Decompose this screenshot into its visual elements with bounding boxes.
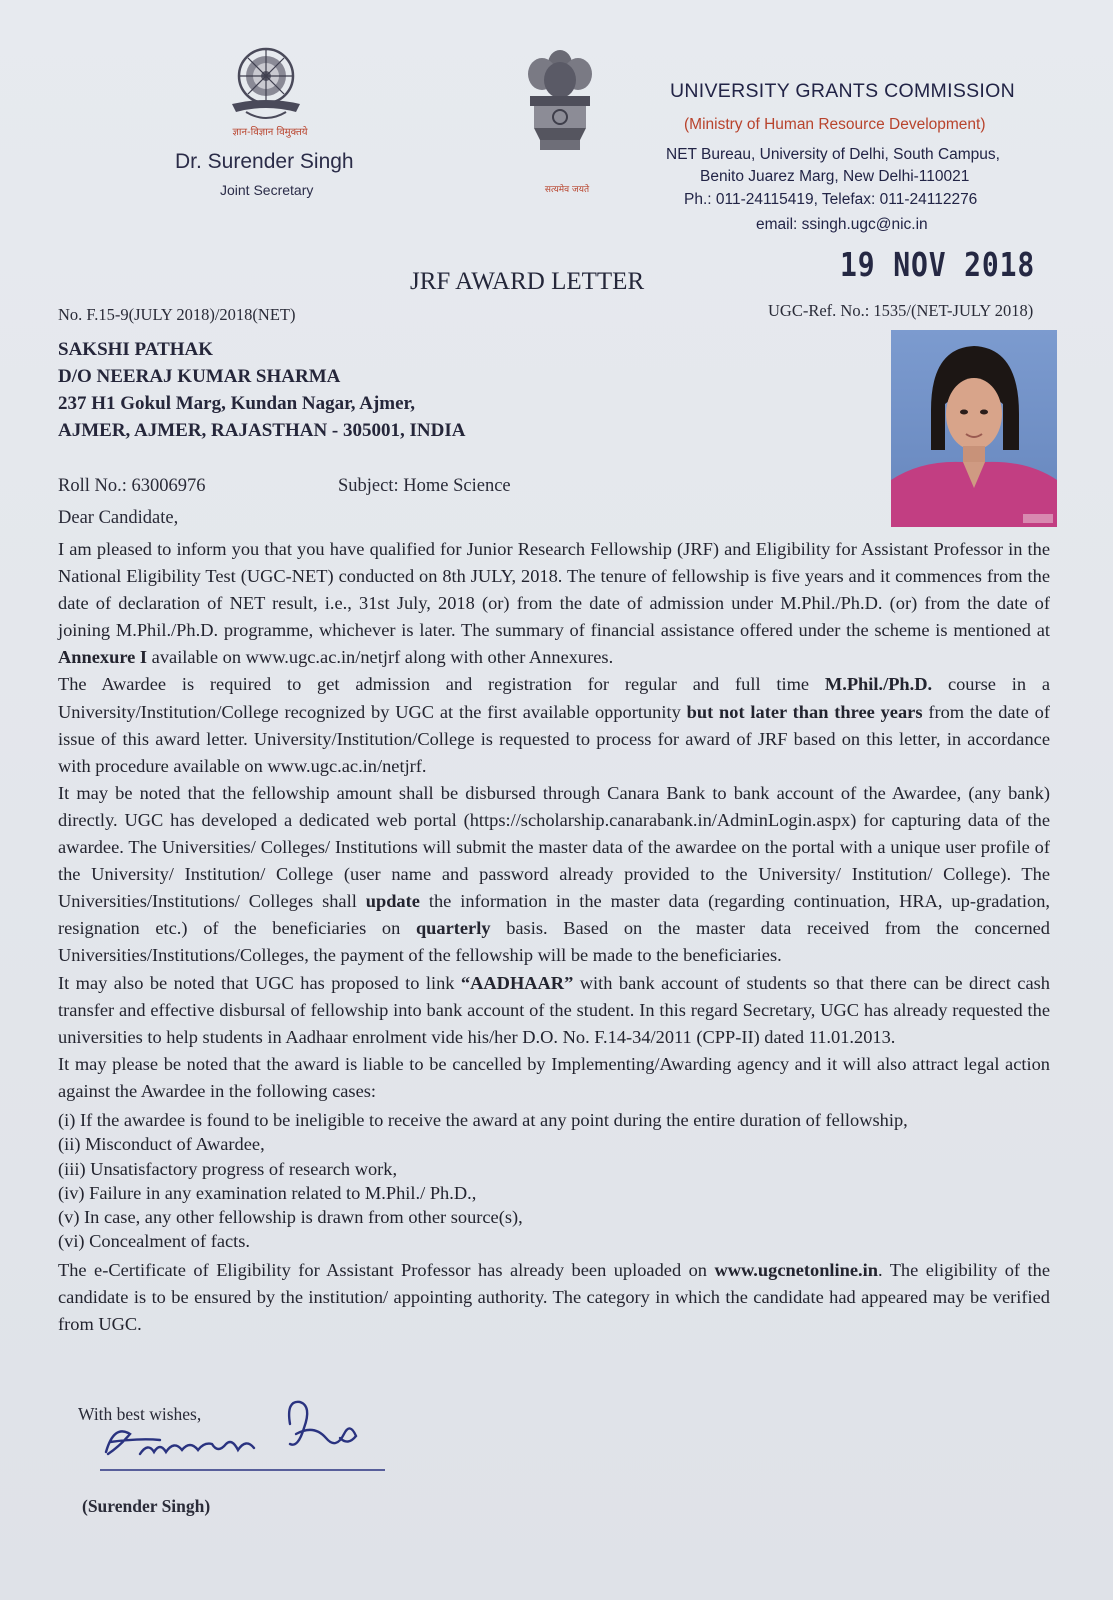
p3-text-mid: the information in the master data (regarding continuation, HRA, up-gradation, resignation etc.) of the beneficiaries on: [58, 891, 1050, 939]
p2-text-mid: course in a University/Institution/College recognized by UGC at the first available opportunity: [58, 674, 1050, 722]
paragraph-qualification: [58, 536, 1050, 671]
letter-body: [58, 536, 1050, 1338]
paragraph-disbursal: [58, 780, 1050, 970]
reference-number: No. F.15-9(JULY 2018)/2018(NET): [58, 305, 296, 324]
aadhaar-emphasis: “AADHAAR”: [460, 972, 574, 993]
letter-title: JRF AWARD LETTER: [410, 268, 645, 295]
organization-name: UNIVERSITY GRANTS COMMISSION: [670, 80, 1015, 102]
roll-number: Roll No.: 63006976: [58, 476, 206, 496]
candidate-address-line1: 237 H1 Gokul Marg, Kundan Nagar, Ajmer,: [58, 393, 415, 414]
official-title: Joint Secretary: [220, 182, 314, 198]
paragraph-cancellation: It may please be noted that the award is liable to be cancelled by Implementing/Awarding agency and it will also attract legal action against the Awardee in the following cases:: [58, 1053, 1050, 1101]
case-item: (iv) Failure in any examination related to M.Phil./ Ph.D.,: [58, 1182, 477, 1203]
salutation: Dear Candidate,: [58, 508, 179, 528]
annexure-emphasis: Annexure I: [58, 647, 148, 668]
p3-text-end: basis. Based on the master data received from the concerned Universities/Institutions/Colleges, the payment of the fellowship will be made to the beneficiaries.: [58, 918, 1051, 966]
paragraph-admission: [58, 671, 1050, 779]
candidate-address-block: [58, 336, 465, 444]
office-address-line2: Benito Juarez Marg, New Delhi-110021: [700, 168, 970, 185]
p1-text-end: available on www.ugc.ac.in/netjrf along with other Annexures.: [147, 647, 614, 668]
p6-text: The e-Certificate of Eligibility for Assistant Professor has already been uploaded on: [58, 1259, 715, 1280]
p2-text: The Awardee is required to get admission and registration for regular and full time: [58, 674, 825, 695]
handwritten-signature: [100, 1394, 390, 1474]
case-item: (v) In case, any other fellowship is drawn from other source(s),: [58, 1207, 523, 1228]
deadline-emphasis: but not later than three years: [686, 701, 923, 722]
hindi-motto-center: सत्यमेव जयते: [544, 185, 590, 195]
course-emphasis: M.Phil./Ph.D.: [824, 674, 933, 695]
p3-text: It may be noted that the fellowship amount shall be disbursed through Canara Bank to bank account of the Awardee, (any bank) directly. UGC has developed a dedicated web portal (https://scholarship.canarabank.in/AdminLogin.aspx) for capturing data of the awardee. The Universities/ Colleges/ Institutions will submit the master data of the awardee on the portal with a unique user profile of the University/ Institution/ College (user name and password already provided to the University/ Institution/ College). The Universities/Institutions/ Colleges shall: [58, 782, 1050, 912]
case-item: (i) If the awardee is found to be ineligible to receive the award at any point during the entire duration of fellowship,: [58, 1109, 908, 1130]
hindi-motto-left: ज्ञान-विज्ञान विमुक्तये: [232, 127, 308, 138]
office-address-line1: NET Bureau, University of Delhi, South Campus,: [666, 146, 1000, 163]
p4-text: It may also be noted that UGC has proposed to link: [58, 972, 461, 993]
national-emblem-icon: [520, 44, 600, 174]
ministry-name: (Ministry of Human Resource Development): [684, 116, 986, 133]
paragraph-ecertificate: [58, 1257, 1050, 1338]
official-name: Dr. Surender Singh: [175, 150, 354, 173]
candidate-parent: D/O NEERAJ KUMAR SHARMA: [58, 366, 341, 387]
update-emphasis: update: [365, 891, 420, 912]
office-phone: Ph.: 011-24115419, Telefax: 011-24112276: [684, 191, 978, 208]
case-item: (vi) Concealment of facts.: [58, 1231, 251, 1252]
candidate-photo: [891, 330, 1057, 527]
ugc-logo-icon: [226, 46, 306, 124]
website-emphasis: www.ugcnetonline.in: [714, 1259, 878, 1280]
p6-text-end: . The eligibility of the candidate is to be ensured by the institution/ appointing authority. The category in which the candidate had appeared may be verified from UGC.: [58, 1259, 1050, 1334]
signatory-name: (Surender Singh): [82, 1496, 211, 1516]
candidate-name: SAKSHI PATHAK: [58, 339, 214, 360]
closing: With best wishes,: [78, 1404, 202, 1424]
date-stamp: 19 NOV 2018: [840, 245, 1036, 284]
p1-text: I am pleased to inform you that you have qualified for Junior Research Fellowship (JRF) and Eligibility for Assistant Professor in the National Eligibility Test (UGC-NET) conducted on 8th JULY, 2018. The tenure of fellowship is five years and it commences from the date of declaration of NET result, i.e., 31st July, 2018 (or) from the date of admission under M.Phil./Ph.D. (or) from the date of joining M.Phil./Ph.D. programme, whichever is later. The summary of financial assistance offered under the scheme is mentioned at: [58, 539, 1050, 641]
ugc-reference-number: UGC-Ref. No.: 1535/(NET-JULY 2018): [768, 301, 1034, 320]
paragraph-aadhaar: [58, 970, 1050, 1051]
p2-text-end: from the date of issue of this award letter. University/Institution/College is requested to process for award of JRF based on this letter, in accordance with procedure available on www.ugc.ac.in/netjrf.: [58, 701, 1050, 776]
quarterly-emphasis: quarterly: [415, 918, 491, 939]
subject: Subject: Home Science: [338, 476, 511, 496]
p4-text-end: with bank account of students so that there can be direct cash transfer and effective disbursal of fellowship into bank account of the student. In this regard Secretary, UGC has already requested the universities to help students in Aadhaar enrolment vide his/her D.O. No. F.14-34/2011 (CPP-II) dated 11.01.2013.: [58, 972, 1050, 1047]
case-item: (iii) Unsatisfactory progress of research work,: [58, 1158, 398, 1179]
office-email: email: ssingh.ugc@nic.in: [756, 216, 928, 233]
candidate-address-line2: AJMER, AJMER, RAJASTHAN - 305001, INDIA: [58, 420, 466, 441]
case-item: (ii) Misconduct of Awardee,: [58, 1134, 265, 1155]
